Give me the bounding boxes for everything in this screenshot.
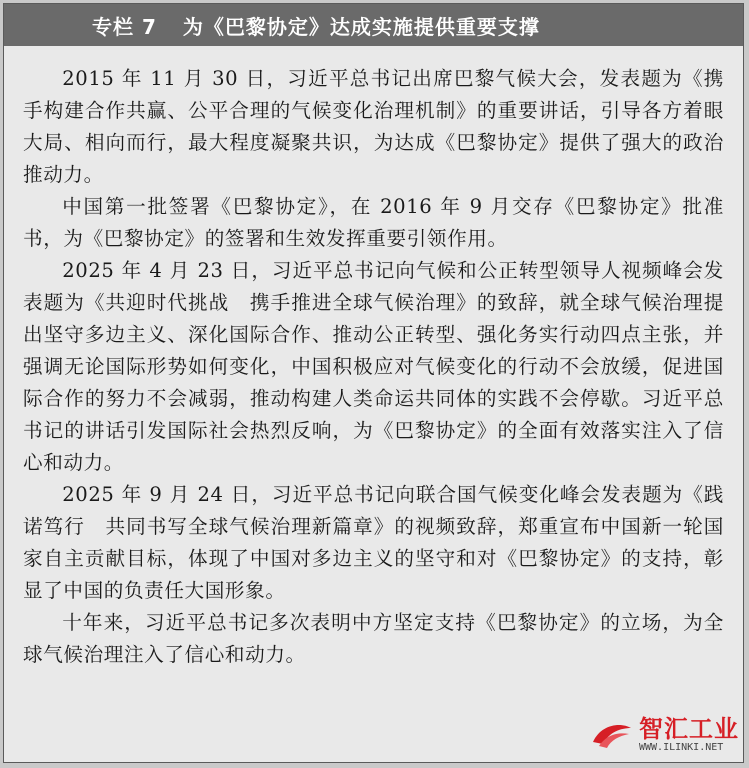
paragraph: 2015 年 11 月 30 日，习近平总书记出席巴黎气候大会，发表题为《携手构建合作共赢、公平合理的气候变化治理机制》的重要讲话，引导各方着眼大局、相向而行，最大程度凝聚共识，为达成《巴黎协定》提供了强大的政治推动力。 xyxy=(23,67,724,186)
brand-logo-icon xyxy=(591,720,633,750)
column-box xyxy=(3,3,744,763)
paragraph: 十年来，习近平总书记多次表明中方坚定支持《巴黎协定》的立场，为全球气候治理注入了信心和动力。 xyxy=(23,611,724,666)
column-body xyxy=(4,46,743,671)
watermark xyxy=(591,716,739,754)
watermark-name: 智汇工业 xyxy=(639,715,739,743)
paragraph: 2025 年 9 月 24 日，习近平总书记向联合国气候变化峰会发表题为《践诺笃行 共同书写全球气候治理新篇章》的视频致辞，郑重宣布中国新一轮国家自主贡献目标，体现了中国对多边主义的坚守和对《巴黎协定》的支持，彰显了中国的负责任大国形象。 xyxy=(23,483,724,602)
column-title: 为《巴黎协定》达成实施提供重要支撑 xyxy=(182,14,540,39)
column-header xyxy=(4,4,743,46)
column-label: 专栏 7 xyxy=(92,14,157,39)
paragraph: 2025 年 4 月 23 日，习近平总书记向气候和公正转型领导人视频峰会发表题为《共迎时代挑战 携手推进全球气候治理》的致辞，就全球气候治理提出坚守多边主义、深化国际合作、推动公正转型、强化务实行动四点主张，并强调无论国际形势如何变化，中国积极应对气候变化的行动不会放缓，促进国际合作的努力不会减弱，推动构建人类命运共同体的实践不会停歇。习近平总书记的讲话引发国际社会热烈反响，为《巴黎协定》的全面有效落实注入了信心和动力。 xyxy=(23,259,724,474)
paragraph: 中国第一批签署《巴黎协定》，在 2016 年 9 月交存《巴黎协定》批准书，为《巴黎协定》的签署和生效发挥重要引领作用。 xyxy=(23,195,724,250)
watermark-url: WWW.ILINKI.NET xyxy=(639,742,724,753)
